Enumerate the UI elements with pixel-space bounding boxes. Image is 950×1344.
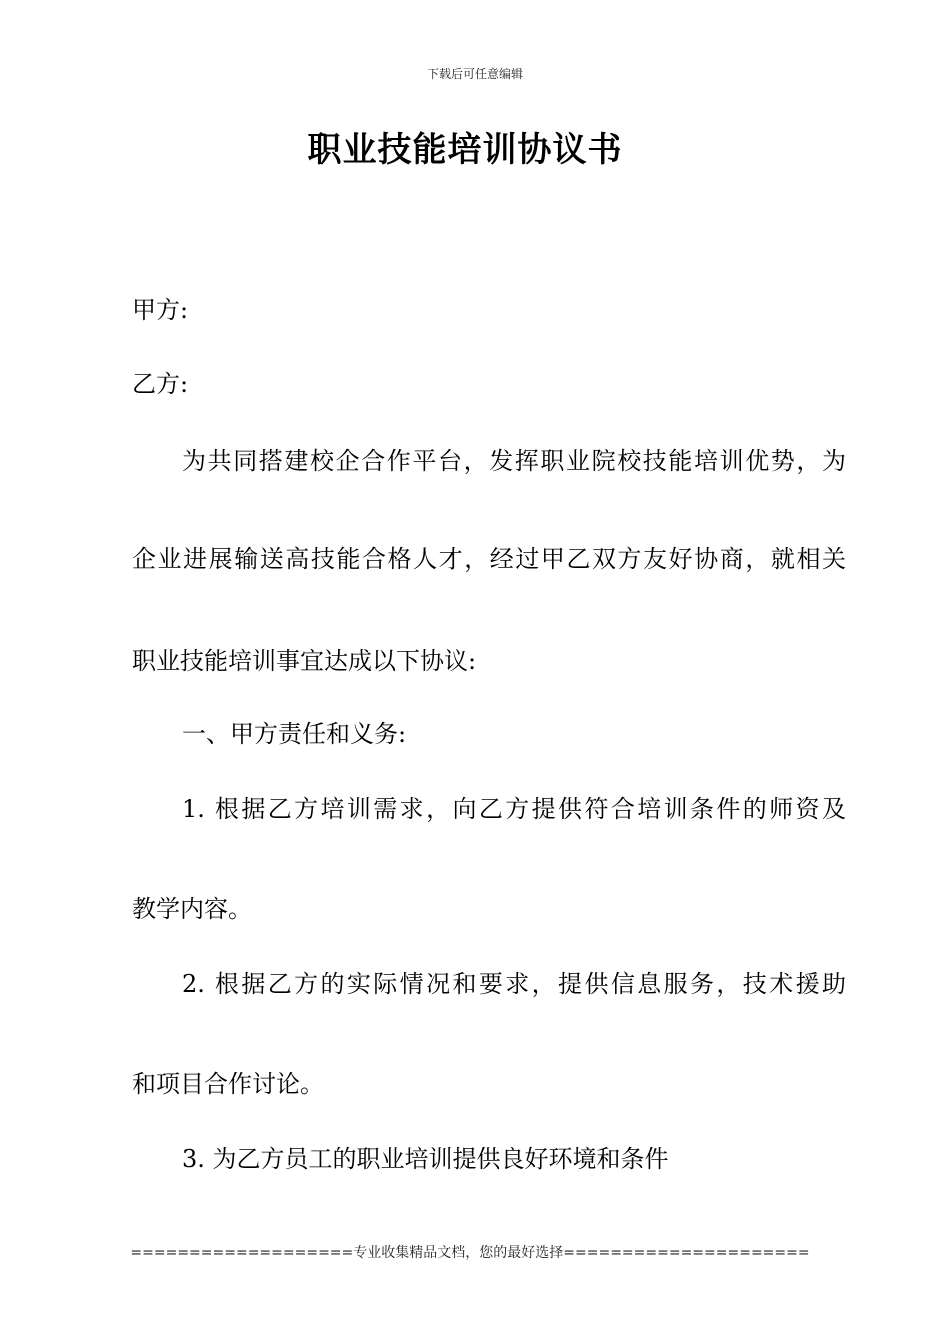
- party-a-label: 甲方:: [132, 296, 189, 324]
- item-3-line-1: 3. 为乙方员工的职业培训提供良好环境和条件: [182, 1145, 669, 1173]
- intro-line-1: 为共同搭建校企合作平台，发挥职业院校技能培训优势，为: [182, 447, 846, 475]
- item-1-line-2: 教学内容。: [132, 895, 252, 923]
- party-b-label: 乙方:: [132, 370, 189, 398]
- intro-line-3: 职业技能培训事宜达成以下协议:: [132, 647, 477, 675]
- header-note: 下载后可任意编辑: [426, 67, 523, 81]
- item-2-line-1: 2. 根据乙方的实际情况和要求，提供信息服务，技术援助: [182, 970, 846, 998]
- footer-note: ===================专业收集精品文档，您的最好选择=====================: [130, 1245, 810, 1261]
- item-1-line-1: 1. 根据乙方培训需求，向乙方提供符合培训条件的师资及: [182, 795, 846, 823]
- document-title: 职业技能培训协议书: [307, 130, 623, 170]
- section-1-heading: 一、甲方责任和义务:: [182, 720, 407, 748]
- item-2-line-2: 和项目合作讨论。: [132, 1070, 324, 1098]
- intro-line-2: 企业进展输送高技能合格人才，经过甲乙双方友好协商，就相关: [132, 545, 846, 573]
